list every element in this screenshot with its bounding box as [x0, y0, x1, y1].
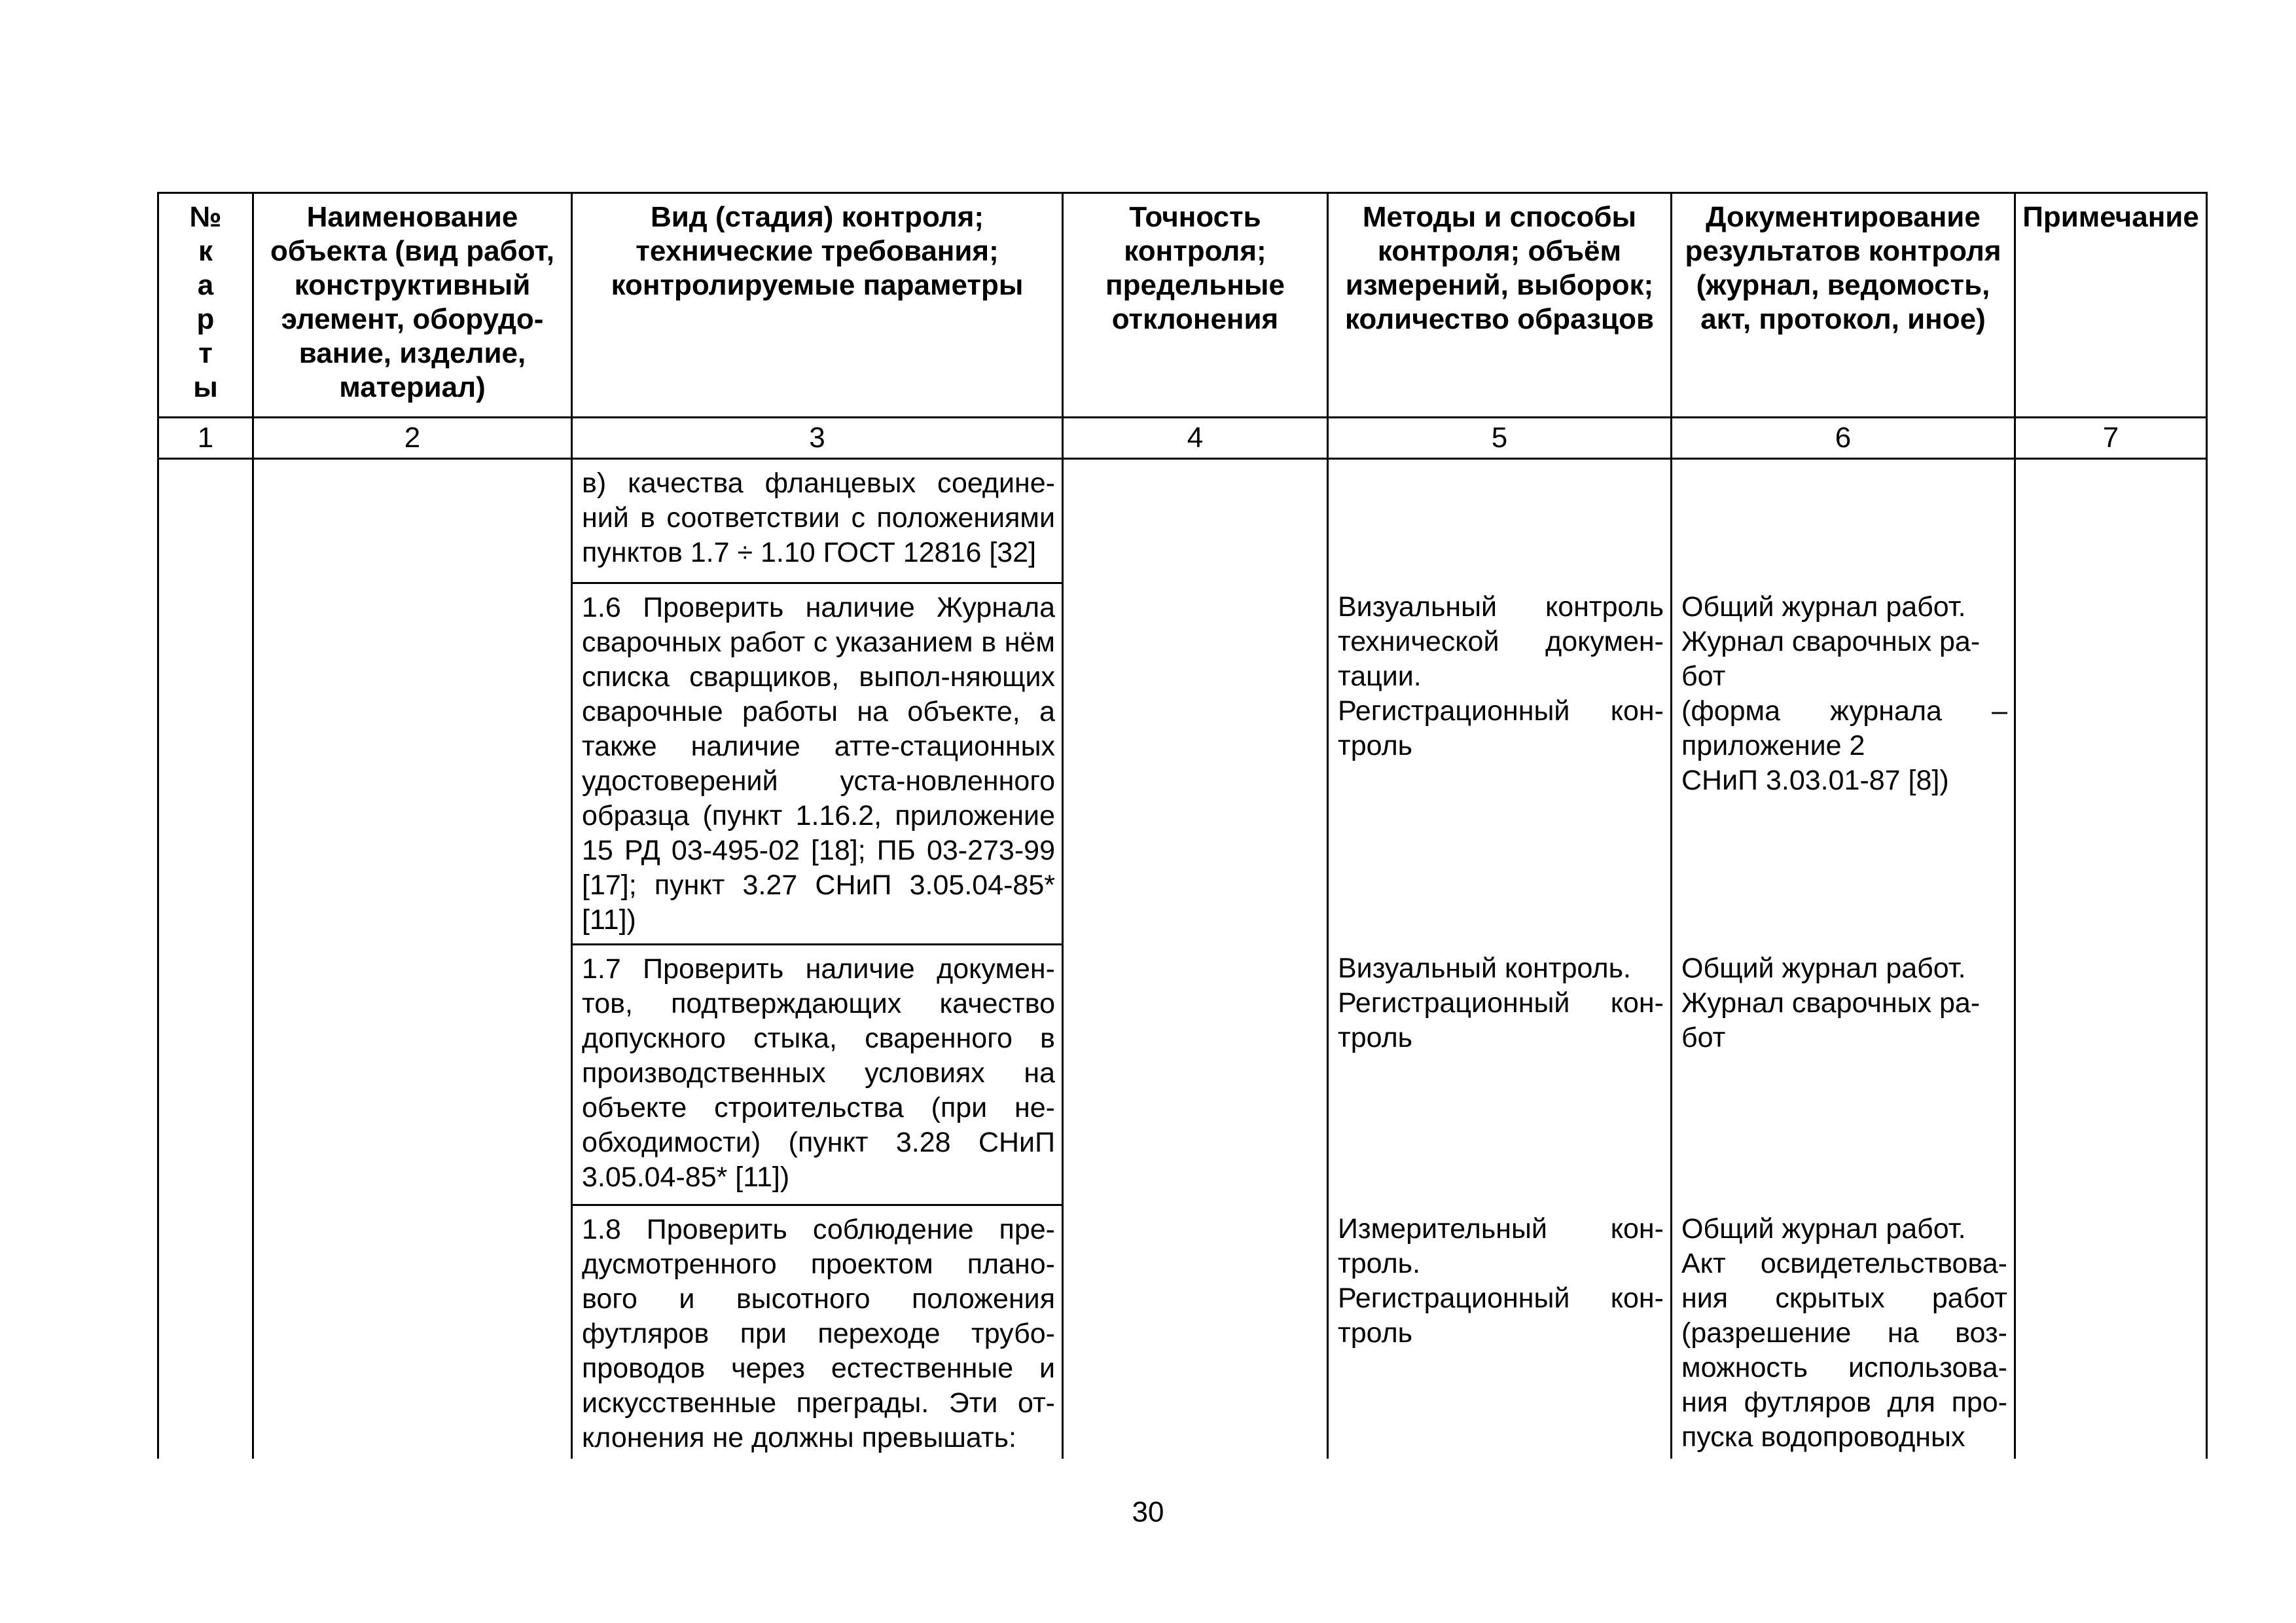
- method-text: Визуальный контроль технической докумен-тации.: [1338, 591, 1664, 692]
- page-number: 30: [1132, 1496, 1164, 1528]
- header-note: Примечание: [2015, 193, 2207, 418]
- column-number: 7: [2015, 418, 2207, 459]
- documentation-text: (форма журнала – приложение 2: [1681, 695, 2007, 761]
- documentation-text: Общий журнал работ.: [1681, 952, 1966, 984]
- header-documentation: Документирование результатов контроля (журнал, ведомость, акт, протокол, иное): [1672, 193, 2015, 418]
- control-table: [157, 192, 2208, 1459]
- documentation-text: СНиП 3.03.01-87 [8]): [1681, 764, 1949, 796]
- method-text: Измерительный кон-троль.: [1338, 1213, 1664, 1279]
- column-number: 3: [572, 418, 1063, 459]
- column-number: 5: [1328, 418, 1672, 459]
- column-number: 1: [158, 418, 253, 459]
- table-row: [158, 459, 2207, 583]
- row-text: в) качества фланцевых соедине-ний в соответствии с положениями пунктов 1.7 ÷ 1.10 ГОСТ 12816 [32]: [582, 467, 1055, 568]
- documentation-text: Журнал сварочных ра-бот: [1681, 625, 1981, 692]
- table-row: [158, 583, 2207, 945]
- table-row: [158, 945, 2207, 1205]
- documentation-text: Общий журнал работ.: [1681, 591, 1966, 623]
- method-text: Регистрационный кон-троль: [1338, 695, 1664, 761]
- header-control-type: Вид (стадия) контроля; технические требования; контролируемые параметры: [572, 193, 1063, 418]
- method-text: Визуальный контроль.: [1338, 952, 1631, 984]
- column-number: 2: [253, 418, 572, 459]
- row-text: 1.7 Проверить наличие докумен-тов, подтверждающих качество допускного стыка, сваренного в производственных условиях на объекте строительства (при не-обходимости) (пункт 3.28 СНиП 3.05.04-85* [11]): [582, 953, 1055, 1193]
- table-row: [158, 1205, 2207, 1459]
- header-card-number: № к а р т ы: [158, 193, 253, 418]
- documentation-text: Журнал сварочных ра-бот: [1681, 987, 1981, 1053]
- header-object-name: Наименование объекта (вид работ, конструктивный элемент, оборудо-вание, изделие, материал): [253, 193, 572, 418]
- method-text: Регистрационный кон-троль: [1338, 987, 1664, 1053]
- column-number: 6: [1672, 418, 2015, 459]
- column-number: 4: [1063, 418, 1328, 459]
- header-accuracy: Точность контроля; предельные отклонения: [1063, 193, 1328, 418]
- row-text: 1.6 Проверить наличие Журнала сварочных работ с указанием в нём списка сварщиков, выпол-няющих сварочные работы на объекте, а также наличие атте-стационных удостоверений уста-новленного образца (пункт 1.16.2, приложение 15 РД 03-495-02 [18]; ПБ 03-273-99 [17]; пункт 3.27 СНиП 3.05.04-85* [11]): [582, 592, 1055, 936]
- method-text: Регистрационный кон-троль: [1338, 1282, 1664, 1349]
- documentation-text: Общий журнал работ.: [1681, 1213, 1966, 1245]
- header-methods: Методы и способы контроля; объём измерений, выборок; количество образцов: [1328, 193, 1672, 418]
- row-text: 1.8 Проверить соблюдение пре-дусмотренного проектом плано-вого и высотного положения футляров при переходе трубо-проводов через естественные и искусственные преграды. Эти от-клонения не должны превышать:: [582, 1214, 1055, 1453]
- documentation-text: Акт освидетельствова-ния скрытых работ (разрешение на воз-можность использова-ния футляров для про-пуска водопроводных: [1681, 1247, 2007, 1453]
